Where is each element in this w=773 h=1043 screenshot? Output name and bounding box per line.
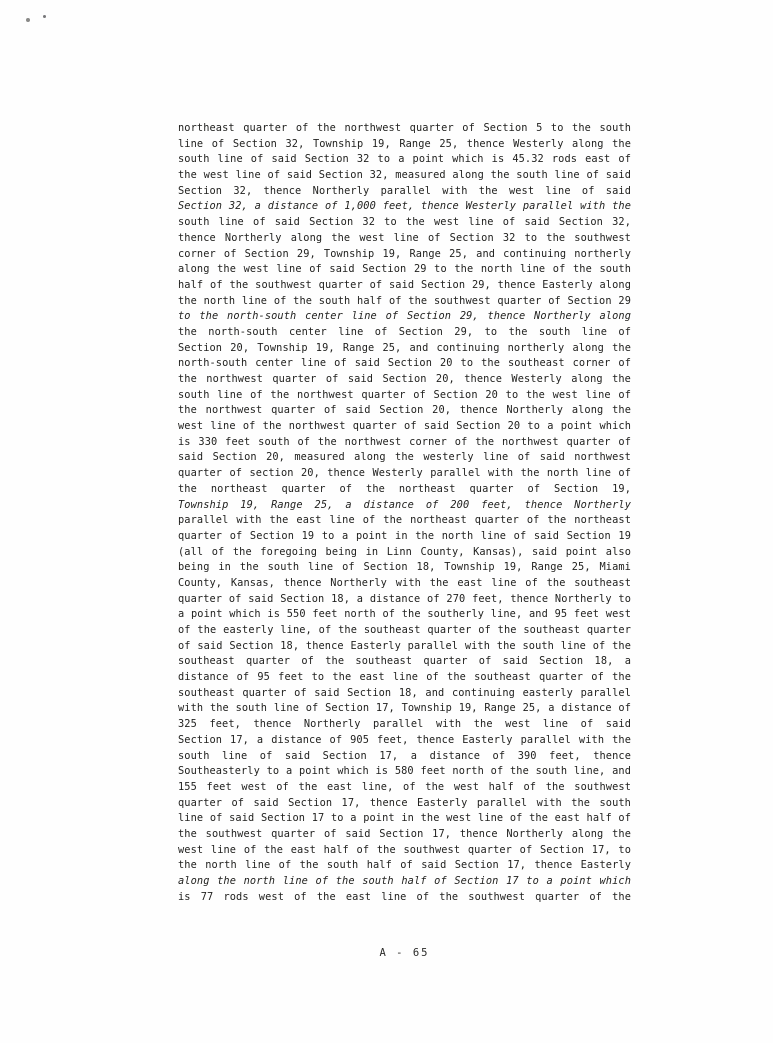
text-line: with the south line of Section 17, Township 19, Range 25, a distance of [178, 702, 631, 715]
text-line: being in the south line of Section 18, Township 19, Range 25, Miami [178, 561, 631, 574]
text-line: southeast quarter of said Section 18, and continuing easterly parallel [178, 686, 631, 699]
scan-speckle [26, 18, 30, 22]
text-line: half of the southwest quarter of said Section 29, thence Easterly along [178, 278, 631, 291]
scan-speckle [43, 15, 46, 18]
text-line: west line of the northwest quarter of said Section 20 to a point which [178, 420, 631, 433]
text-line: south line of said Section 17, a distance of 390 feet, thence [178, 749, 631, 762]
text-line: quarter of said Section 17, thence Easterly parallel with the south [178, 796, 631, 809]
text-line: Section 17, a distance of 905 feet, thence Easterly parallel with the [178, 733, 631, 746]
text-line: corner of Section 29, Township 19, Range 25, and continuing northerly [178, 247, 631, 260]
text-line: the northeast quarter of the northeast quarter of Section 19, [178, 482, 631, 495]
text-line: Township 19, Range 25, a distance of 200 feet, thence Northerly [178, 498, 631, 511]
text-line: along the north line of the south half of Section 17 to a point which [178, 875, 631, 887]
text-line: 155 feet west of the east line, of the west half of the southwest [178, 780, 631, 793]
text-line: west line of the east half of the southwest quarter of Section 17, to [178, 843, 631, 856]
text-line: 325 feet, thence Northerly parallel with the west line of said [178, 718, 631, 731]
text-line: line of Section 32, Township 19, Range 25, thence Westerly along the [178, 137, 631, 150]
page-number: A - 65 [379, 947, 430, 959]
legal-description-text [178, 121, 631, 905]
text-line: south line of said Section 32 to the west line of said Section 32, [178, 216, 631, 229]
text-line: line of said Section 17 to a point in the west line of the east half of [178, 812, 631, 825]
text-line: north-south center line of said Section 20 to the southeast corner of [178, 357, 631, 370]
text-line: the north line of the south half of said Section 17, thence Easterly [178, 859, 631, 872]
text-line: the northwest quarter of said Section 20, thence Northerly along the [178, 404, 631, 417]
text-line: thence Northerly along the west line of Section 32 to the southwest [178, 231, 631, 244]
text-line: parallel with the east line of the northeast quarter of the northeast [178, 514, 631, 527]
text-line: the northwest quarter of said Section 20, thence Westerly along the [178, 373, 631, 385]
text-line: is 330 feet south of the northwest corner of the northwest quarter of [178, 435, 631, 448]
text-line: (all of the foregoing being in Linn County, Kansas), said point also [178, 545, 631, 558]
text-line: the north line of the south half of the southwest quarter of Section 29 [178, 294, 631, 307]
text-line: of the easterly line, of the southeast quarter of the southeast quarter [178, 624, 631, 636]
text-line: to the north-south center line of Section 29, thence Northerly along [178, 310, 631, 323]
text-line: County, Kansas, thence Northerly with the east line of the southeast [178, 576, 631, 589]
text-line: Section 32, a distance of 1,000 feet, thence Westerly parallel with the [178, 200, 631, 213]
text-line: a point which is 550 feet north of the southerly line, and 95 feet west [178, 608, 631, 621]
text-line: Southeasterly to a point which is 580 feet north of the south line, and [178, 765, 631, 778]
text-line: the southwest quarter of said Section 17, thence Northerly along the [178, 827, 631, 840]
text-line: quarter of said Section 18, a distance of 270 feet, thence Northerly to [178, 592, 631, 605]
text-line: of said Section 18, thence Easterly parallel with the south line of the [178, 639, 631, 652]
text-line: the north-south center line of Section 29, to the south line of [178, 325, 631, 338]
text-line: south line of said Section 32 to a point which is 45.32 rods east of [178, 153, 631, 166]
text-line: quarter of section 20, thence Westerly parallel with the north line of [178, 467, 631, 480]
text-line: quarter of Section 19 to a point in the north line of said Section 19 [178, 529, 631, 542]
text-line: distance of 95 feet to the east line of the southeast quarter of the [178, 671, 631, 684]
text-line: south line of the northwest quarter of Section 20 to the west line of [178, 388, 631, 401]
text-line: Section 32, thence Northerly parallel with the west line of said [178, 184, 631, 197]
text-line: northeast quarter of the northwest quarter of Section 5 to the south [178, 122, 631, 134]
text-line: along the west line of said Section 29 to the north line of the south [178, 263, 631, 276]
text-line: southeast quarter of the southeast quarter of said Section 18, a [178, 655, 631, 668]
text-line: the west line of said Section 32, measured along the south line of said [178, 169, 631, 182]
text-line: said Section 20, measured along the westerly line of said northwest [178, 451, 631, 464]
text-line: is 77 rods west of the east line of the southwest quarter of the [178, 890, 631, 903]
text-line: Section 20, Township 19, Range 25, and continuing northerly along the [178, 341, 631, 354]
